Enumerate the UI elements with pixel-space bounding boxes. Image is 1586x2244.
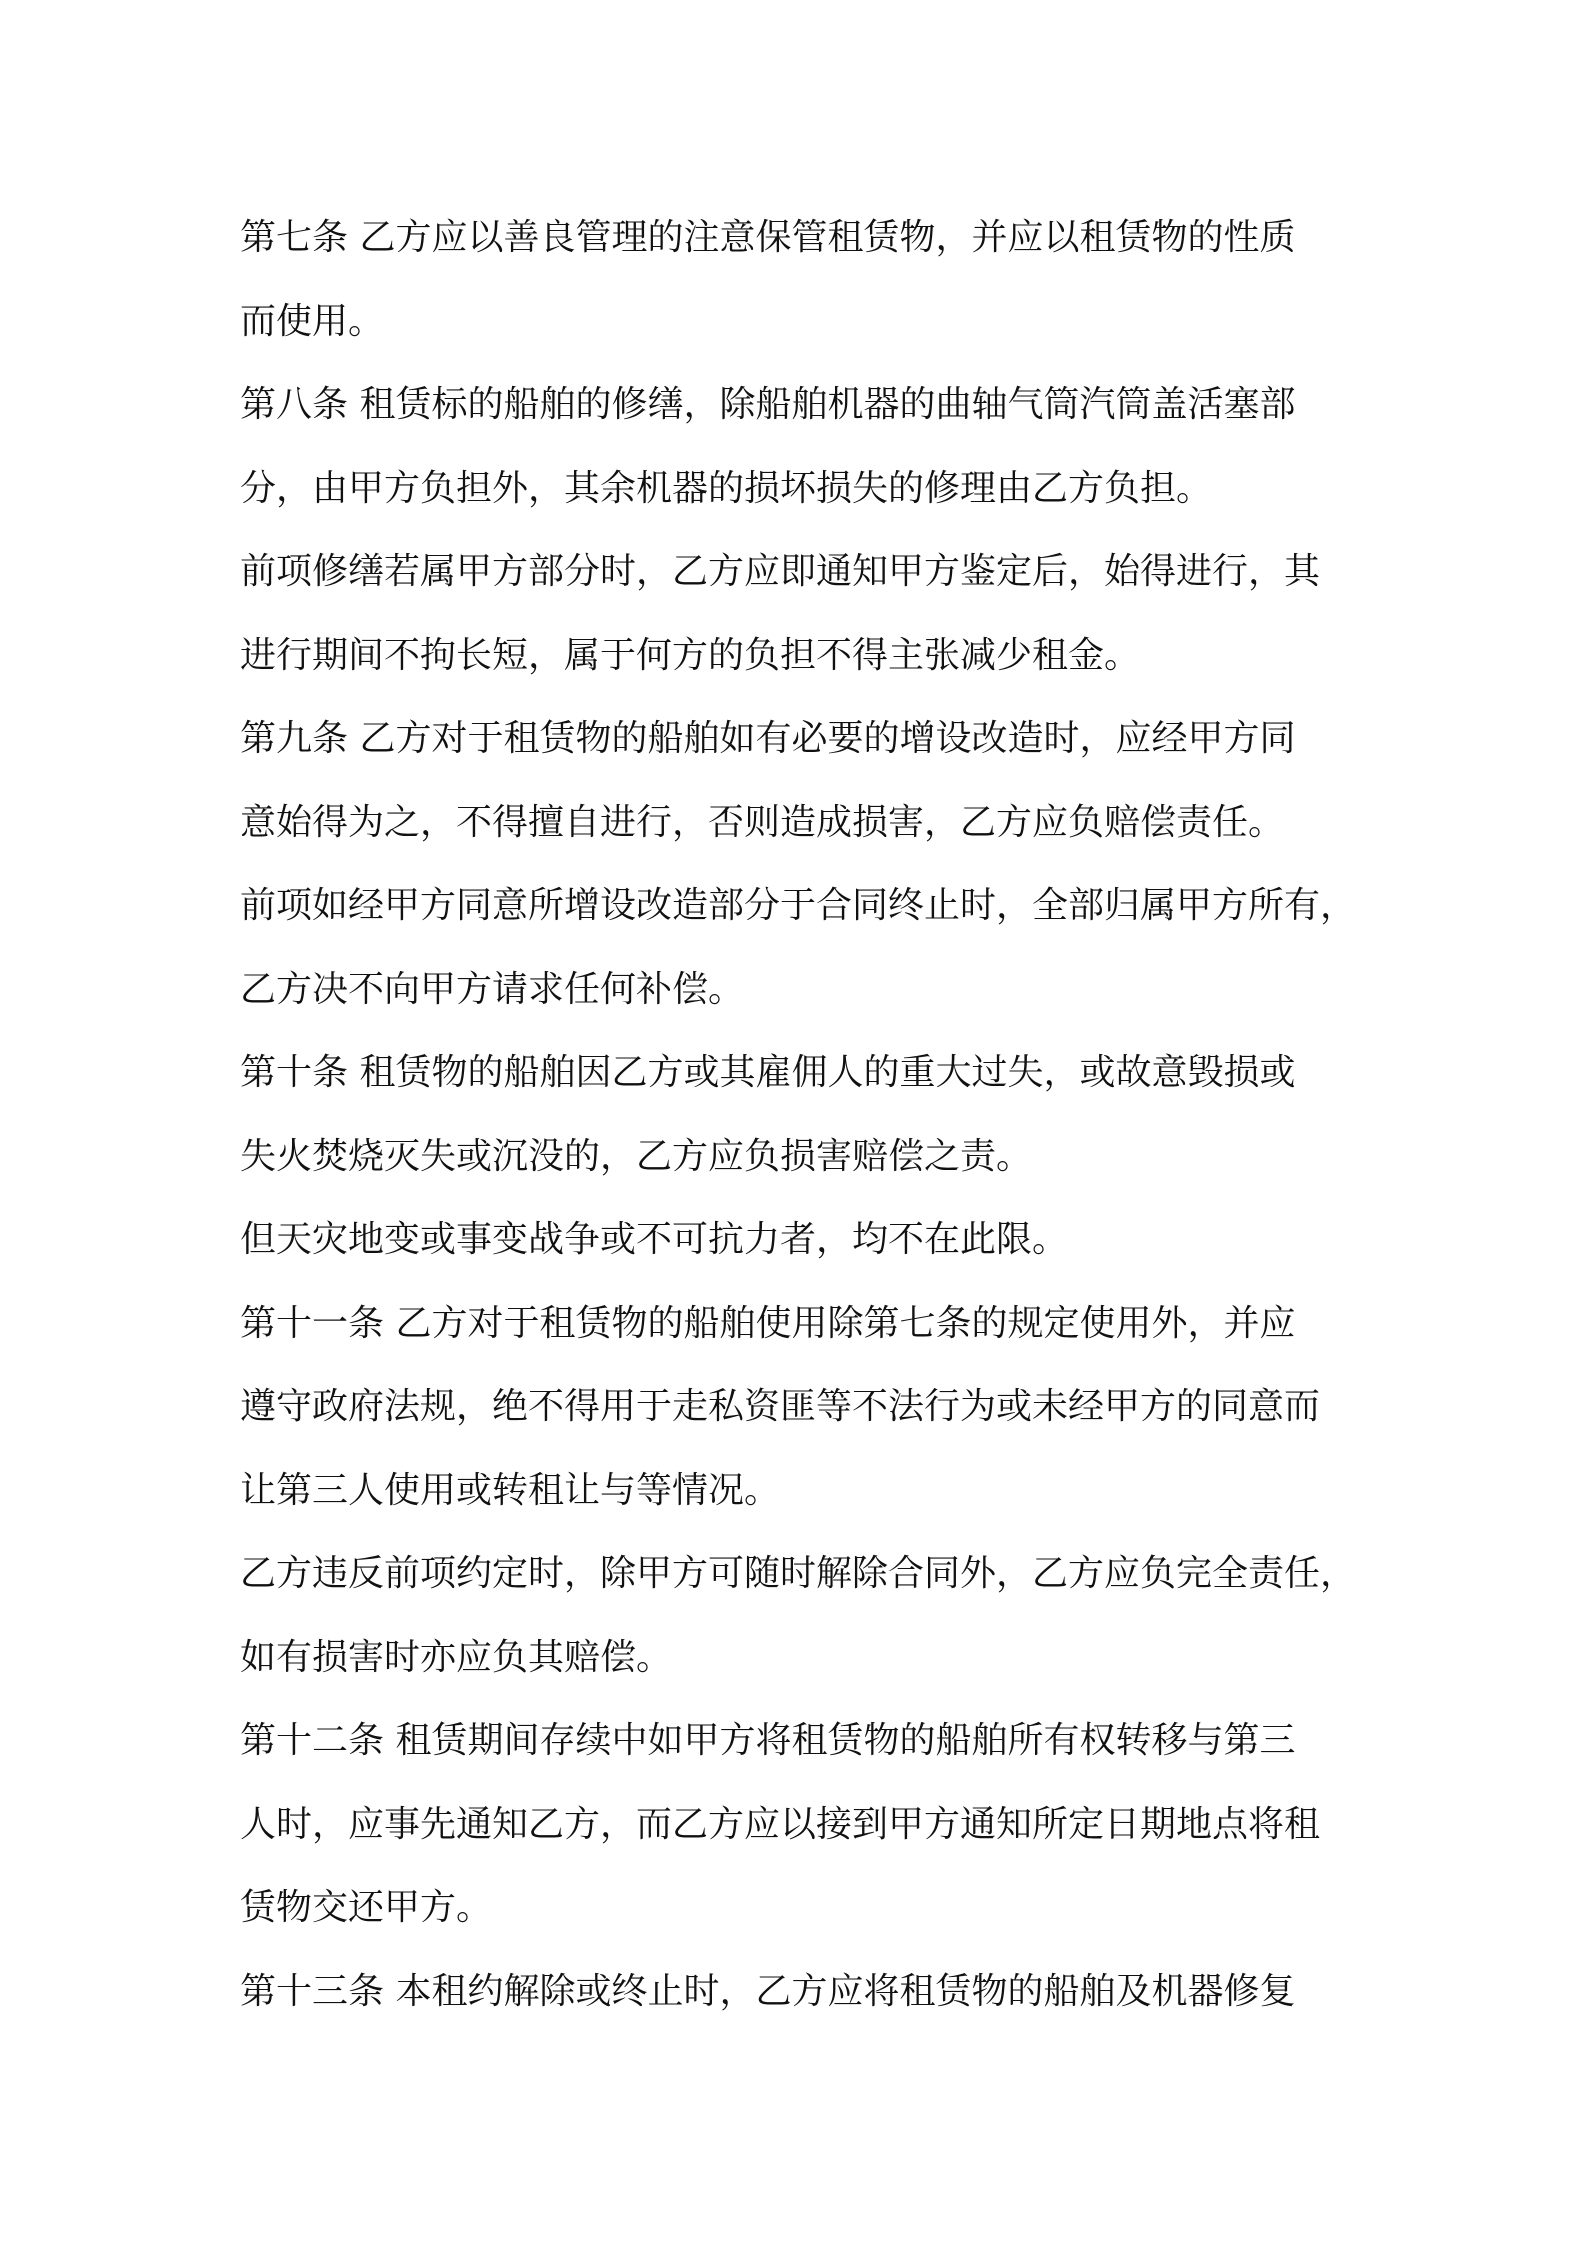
text-line: 但天灾地变或事变战争或不可抗力者，均不在此限。 [240,1219,1069,1260]
article-8-paragraph [240,363,1360,530]
text-line: 分，由甲方负担外，其余机器的损坏损失的修理由乙方负担。 [240,467,1213,509]
article-7-paragraph [240,196,1360,363]
text-line: 乙方违反前项约定时，除甲方可随时解除合同外，乙方应负完全责任， [240,1553,1357,1594]
article-13-paragraph [240,1950,1360,2034]
document-body [240,196,1360,2033]
text-line: 第十条 租赁物的船舶因乙方或其雇佣人的重大过失，或故意毁损或 [240,1052,1296,1093]
article-11-clause-2-paragraph [240,1532,1360,1699]
text-line: 第七条 乙方应以善良管理的注意保管租赁物，并应以租赁物的性质 [240,217,1296,258]
text-line: 第十三条 本租约解除或终止时，乙方应将租赁物的船舶及机器修复 [240,1970,1296,2012]
text-line: 第十一条 乙方对于租赁物的船舶使用除第七条的规定使用外，并应 [240,1302,1296,1344]
article-10-clause-2-paragraph [240,1198,1360,1282]
text-line: 失火焚烧灭失或沉没的，乙方应负损害赔偿之责。 [240,1135,1033,1177]
text-line: 遵守政府法规，绝不得用于走私资匪等不法行为或未经甲方的同意而 [240,1386,1321,1427]
text-line: 第十二条 租赁期间存续中如甲方将租赁物的船舶所有权转移与第三 [240,1720,1296,1761]
text-line: 乙方决不向甲方请求任何补偿。 [240,968,745,1010]
text-line: 如有损害时亦应负其赔偿。 [240,1636,673,1678]
article-9-paragraph [240,697,1360,864]
text-line: 第九条 乙方对于租赁物的船舶如有必要的增设改造时，应经甲方同 [240,718,1296,759]
article-12-paragraph [240,1699,1360,1950]
text-line: 让第三人使用或转租让与等情况。 [240,1469,781,1511]
text-line: 人时，应事先通知乙方，而乙方应以接到甲方通知所定日期地点将租 [240,1803,1321,1845]
text-line: 前项如经甲方同意所增设改造部分于合同终止时，全部归属甲方所有， [240,885,1357,926]
text-line: 意始得为之，不得擅自进行，否则造成损害，乙方应负赔偿责任。 [240,801,1285,843]
article-10-paragraph [240,1031,1360,1198]
text-line: 赁物交还甲方。 [240,1887,493,1928]
text-line: 前项修缮若属甲方部分时，乙方应即通知甲方鉴定后，始得进行，其 [240,551,1321,592]
article-8-clause-2-paragraph [240,530,1360,697]
text-line: 而使用。 [240,300,385,342]
article-9-clause-2-paragraph [240,864,1360,1031]
article-11-paragraph [240,1282,1360,1533]
text-line: 第八条 租赁标的船舶的修缮，除船舶机器的曲轴气筒汽筒盖活塞部 [240,384,1296,425]
text-line: 进行期间不拘长短，属于何方的负担不得主张减少租金。 [240,634,1141,676]
